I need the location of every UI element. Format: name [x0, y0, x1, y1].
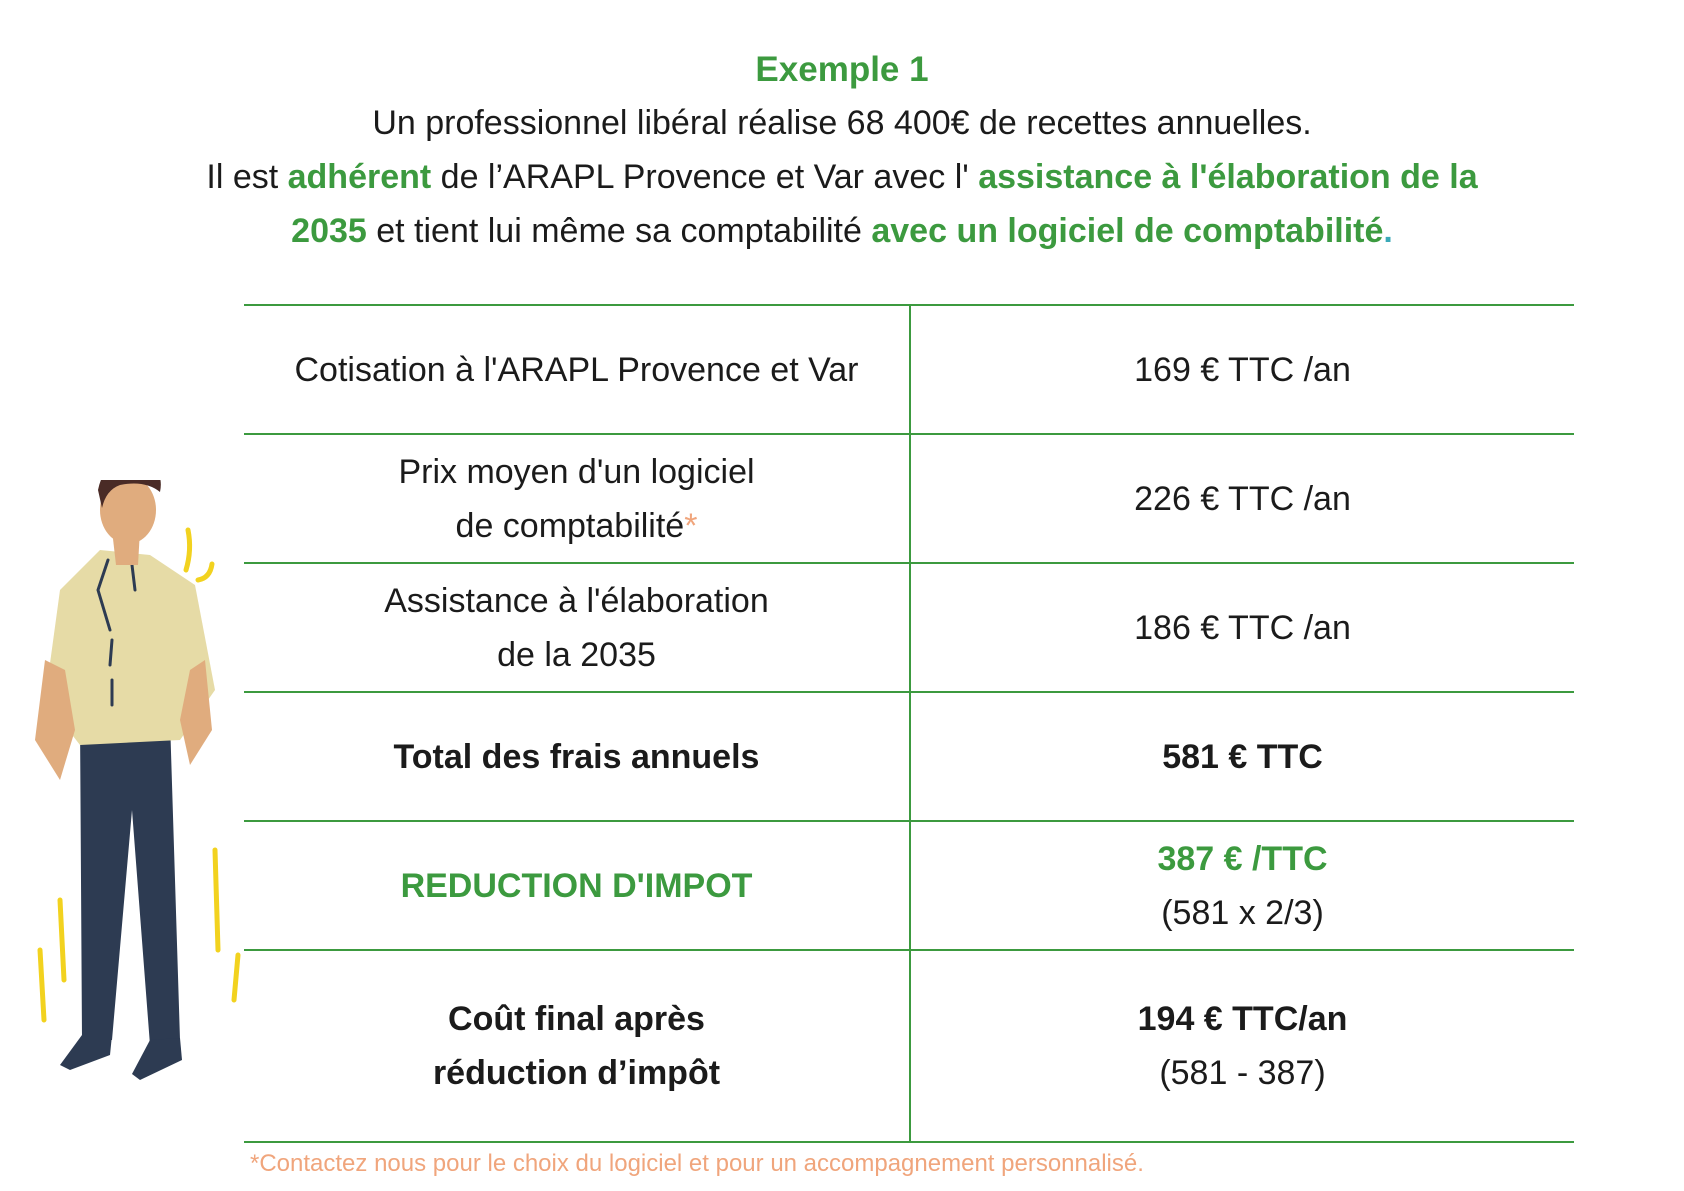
table-row	[244, 562, 1574, 691]
final-cost-label: Coût final après réduction d’impôt	[244, 951, 911, 1141]
total-value: 581 € TTC	[1162, 737, 1323, 776]
row-label: Assistance à l'élaboration de la 2035	[244, 564, 911, 691]
example-title: Exemple 1	[755, 50, 929, 89]
table-row	[244, 691, 1574, 820]
reduction-value: 387 € /TTC (581 x 2/3)	[1157, 839, 1328, 932]
table-row	[244, 820, 1574, 949]
row-label: Prix moyen d'un logiciel de comptabilité*	[244, 435, 911, 562]
final-cost-value: 194 € TTC/an (581 - 387)	[1137, 1000, 1348, 1092]
table-row	[244, 949, 1574, 1143]
intro-text	[0, 44, 1684, 258]
intro-line-3: 2035 et tient lui même sa comptabilité avec un logiciel de comptabilité.	[291, 212, 1393, 250]
row-label: Cotisation à l'ARAPL Provence et Var	[244, 306, 911, 433]
table-row	[244, 304, 1574, 433]
intro-line-1: Un professionnel libéral réalise 68 400€ de recettes annuelles.	[372, 104, 1312, 142]
total-label: Total des frais annuels	[244, 693, 911, 820]
footnote-star: *	[684, 506, 698, 545]
row-value: 186 € TTC /an	[1134, 608, 1351, 647]
row-value: 169 € TTC /an	[1134, 350, 1351, 389]
reduction-label: REDUCTION D'IMPOT	[244, 822, 911, 949]
man-illustration	[20, 480, 260, 1150]
footnote: *Contactez nous pour le choix du logiciel et pour un accompagnement personnalisé.	[250, 1150, 1144, 1177]
table-row	[244, 433, 1574, 562]
intro-line-2: Il est adhérent de l’ARAPL Provence et Var avec l' assistance à l'élaboration de la	[206, 158, 1478, 196]
row-value: 226 € TTC /an	[1134, 479, 1351, 518]
cost-table	[244, 304, 1574, 1143]
